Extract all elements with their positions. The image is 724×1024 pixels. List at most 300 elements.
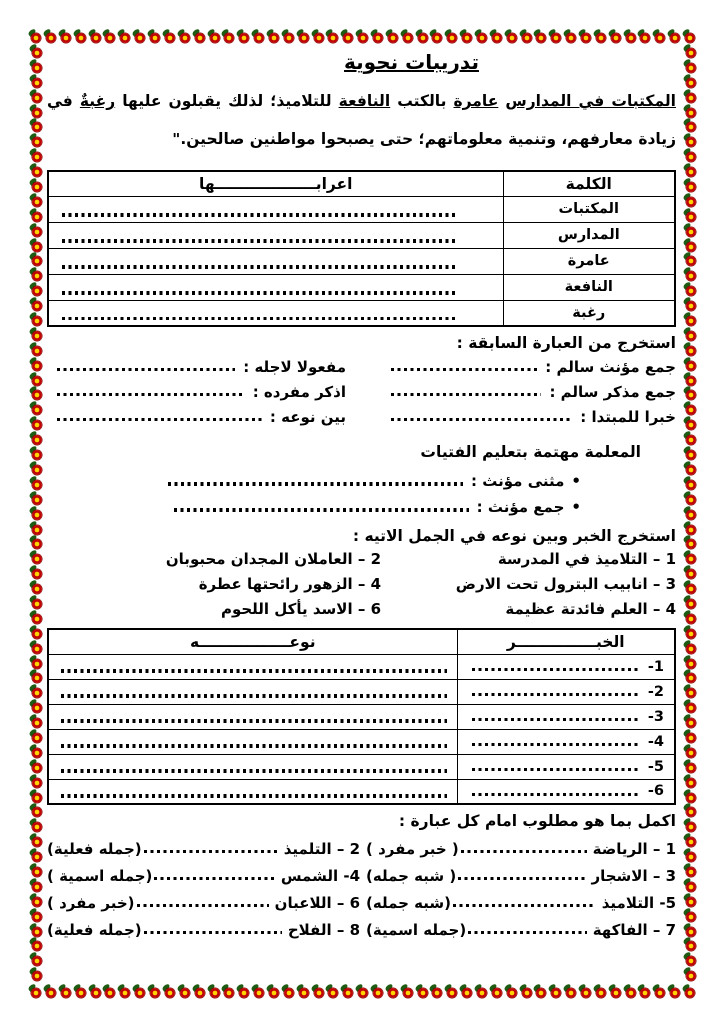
flower-motif-icon [429,985,443,999]
flower-motif-icon [652,985,666,999]
flower-motif-icon [683,507,697,521]
table-row [48,222,675,248]
flower-motif-icon [29,402,43,416]
paragraph-segment: للتلاميذ؛ لذلك يقبلون عليها [122,92,332,110]
table-row [48,274,675,300]
flower-motif-icon [683,239,697,253]
flower-motif-icon [29,551,43,565]
irab-answer-cell [48,196,503,222]
khabar-header-row [48,629,675,654]
flower-motif-icon [504,985,518,999]
flower-motif-icon [29,492,43,506]
flower-motif-icon [251,985,265,999]
dotted-line [61,669,447,673]
flower-motif-icon [683,968,697,982]
row-number: 4- [647,733,664,750]
flower-motif-icon [29,105,43,119]
flower-motif-icon [683,745,697,759]
flower-motif-icon [88,30,102,44]
flower-motif-icon [683,879,697,893]
flower-motif-icon [29,894,43,908]
table-row [48,196,675,222]
flower-motif-icon [504,30,518,44]
flower-motif-icon [73,30,87,44]
flower-motif-icon [683,313,697,327]
irab-answer-cell [48,300,503,326]
flower-motif-icon [29,75,43,89]
table-row [48,248,675,274]
flower-motif-icon [683,551,697,565]
flower-motif-icon [683,522,697,536]
flower-motif-icon [325,30,339,44]
flower-motif-icon [683,715,697,729]
flower-motif-icon [102,30,116,44]
flower-motif-icon [667,985,681,999]
flower-motif-icon [29,804,43,818]
flower-motif-icon [683,730,697,744]
flower-motif-icon [29,328,43,342]
dotted-line [472,743,640,747]
dotted-line [144,931,282,935]
flower-motif-icon [296,30,310,44]
completion-answer: (جمله اسمية ) [47,866,153,885]
dotted-line [472,693,640,697]
dotted-line [154,877,274,881]
flower-motif-icon [623,30,637,44]
flower-motif-icon [281,30,295,44]
flower-motif-icon [296,985,310,999]
list-item [47,468,581,494]
extract-label: جمع مؤنث سالم : [545,357,676,376]
row-number: 2- [647,683,664,700]
flower-motif-icon [29,700,43,714]
flower-motif-icon [266,985,280,999]
dotted-line [144,850,278,854]
flower-motif-icon [29,522,43,536]
list-item [366,835,676,862]
khabar-answer-cell [457,779,675,804]
completion-answer: (شبه جمله) [366,893,451,912]
flower-motif-icon [29,760,43,774]
worksheet [47,50,676,943]
flower-motif-icon [29,298,43,312]
word-cell: رغبة [503,300,675,326]
flower-motif-icon [29,179,43,193]
flower-motif-icon [43,30,57,44]
flower-motif-icon [608,30,622,44]
flower-motif-icon [29,253,43,267]
flower-motif-icon [400,985,414,999]
flower-border-left [28,45,43,983]
flower-motif-icon [474,985,488,999]
flower-motif-icon [58,985,72,999]
completion-label: 4- الشمس [280,866,360,885]
flower-motif-icon [474,30,488,44]
completion-label: 8 – الفلاح [287,920,360,939]
flower-motif-icon [29,938,43,952]
flower-motif-icon [489,985,503,999]
irab-header-irab: اعرابـــــــــــــــــــها [48,171,503,196]
flower-motif-icon [385,985,399,999]
flower-motif-icon [29,834,43,848]
khabar-answer-cell [457,729,675,754]
dotted-line [458,877,585,881]
flower-motif-icon [28,985,42,999]
extract-label: بين نوعه : [269,407,346,426]
type-answer-cell [48,779,457,804]
flower-motif-icon [533,985,547,999]
flower-motif-icon [281,985,295,999]
flower-motif-icon [548,30,562,44]
flower-motif-icon [519,30,533,44]
flower-motif-icon [236,30,250,44]
dotted-line [137,904,269,908]
flower-motif-icon [683,566,697,580]
flower-motif-icon [29,775,43,789]
word-cell: المدارس [503,222,675,248]
flower-motif-icon [683,477,697,491]
flower-motif-icon [29,685,43,699]
dotted-line [472,668,640,672]
flower-motif-icon [683,268,697,282]
flower-motif-icon [29,45,43,59]
flower-motif-icon [29,239,43,253]
flower-motif-icon [29,313,43,327]
type-answer-cell [48,679,457,704]
flower-motif-icon [683,804,697,818]
completion-answer: ( شبه جمله) [366,866,457,885]
khabar-table [47,628,676,805]
flower-motif-icon [563,30,577,44]
flower-motif-icon [221,985,235,999]
flower-motif-icon [88,985,102,999]
extract-heading: استخرج من العبارة السابقة : [456,334,676,352]
flower-motif-icon [162,985,176,999]
list-item: 1 – التلاميذ في المدرسة [497,550,676,568]
flower-motif-icon [578,30,592,44]
dotted-line [391,368,537,372]
table-row [48,729,675,754]
dotted-line [61,694,447,698]
flower-motif-icon [177,30,191,44]
flower-motif-icon [683,105,697,119]
flower-motif-icon [683,119,697,133]
paragraph-segment: بالكتب [397,92,447,110]
list-item [47,916,360,943]
dotted-line [391,393,541,397]
word-cell: عامرة [503,248,675,274]
dotted-line [62,291,458,295]
page-title: تدريبات نحوية [344,50,479,74]
row-number: 1- [647,658,664,675]
flower-motif-icon [683,134,697,148]
flower-motif-icon [683,75,697,89]
khabar-header-type: نوعـــــــــــــــــه [48,629,457,654]
completion-label: 1 – الرياضة [592,839,676,858]
irab-header-word: الكلمة [503,171,675,196]
flower-motif-icon [29,432,43,446]
flower-motif-icon [563,985,577,999]
paragraph-segment: النافعة [338,92,391,110]
list-item [47,354,346,379]
paragraph-segment: عامرة [453,92,499,110]
list-item [366,889,676,916]
flower-motif-icon [683,447,697,461]
khabar-answer-cell [457,704,675,729]
dotted-line [62,239,458,243]
flower-motif-icon [608,985,622,999]
flower-motif-icon [683,700,697,714]
row-number: 6- [647,783,664,800]
flower-motif-icon [311,30,325,44]
flower-motif-icon [29,373,43,387]
flower-motif-icon [683,596,697,610]
flower-motif-icon [192,985,206,999]
flower-motif-icon [683,849,697,863]
flower-motif-icon [29,477,43,491]
flower-motif-icon [652,30,666,44]
type-answer-cell [48,704,457,729]
flower-motif-icon [29,849,43,863]
flower-motif-icon [370,985,384,999]
list-item [47,889,360,916]
complete-left-column [47,835,366,943]
flower-motif-icon [683,864,697,878]
extract-right-column [381,354,676,429]
khabar-header-khabar: الخبـــــــــــــــر [457,629,675,654]
flower-motif-icon [340,30,354,44]
completion-answer: (جمله فعلية) [47,920,142,939]
completion-label: 2 – التلميذ [283,839,360,858]
flower-motif-icon [459,985,473,999]
dotted-line [472,793,640,797]
flower-motif-icon [637,30,651,44]
flower-motif-icon [683,373,697,387]
word-cell: النافعة [503,274,675,300]
dotted-line [61,794,447,798]
flower-motif-icon [29,730,43,744]
flower-motif-icon [117,30,131,44]
flower-motif-icon [29,447,43,461]
table-row [48,300,675,326]
table-row [48,754,675,779]
dotted-line [168,482,463,486]
flower-border-bottom [28,985,696,1000]
dotted-line [472,718,640,722]
flower-motif-icon [593,985,607,999]
word-cell: المكتبات [503,196,675,222]
flower-motif-icon [147,30,161,44]
flower-motif-icon [325,985,339,999]
example-sentence: المعلمة مهتمة بتعليم الفتيات [420,443,641,461]
paragraph-segment: في زيادة معارفهم، وتنمية معلوماتهم؛ حتى يصبحوا مواطنين صالحين." [47,92,676,148]
type-answer-cell [48,729,457,754]
flower-motif-icon [682,985,696,999]
khabar-answer-cell [457,654,675,679]
khabar-answer-cell [457,754,675,779]
khabar-heading: استخرج الخبر وبين نوعه في الجمل الاتيه : [352,527,676,545]
extract-label: خبرا للمبتدا : [580,407,676,426]
flower-motif-icon [29,924,43,938]
dotted-line [62,265,458,269]
flower-motif-icon [683,685,697,699]
flower-motif-icon [29,462,43,476]
flower-motif-icon [29,387,43,401]
dotted-line [472,768,640,772]
table-row [48,779,675,804]
flower-motif-icon [623,985,637,999]
table-row [48,704,675,729]
flower-motif-icon [683,253,697,267]
flower-motif-icon [444,985,458,999]
flower-motif-icon [29,953,43,967]
flower-motif-icon [683,641,697,655]
completion-label: 7 – الفاكهة [592,920,676,939]
flower-motif-icon [132,30,146,44]
bullet-label: جمع مؤنث : [476,498,565,516]
flower-motif-icon [683,894,697,908]
flower-motif-icon [683,953,697,967]
paragraph-segment: رغبةٌ [79,92,116,110]
flower-motif-icon [29,60,43,74]
khabar-right-column [381,547,676,622]
paragraph-segment: المكتبات في المدارس [505,92,676,110]
bullet-list [47,468,581,520]
flower-motif-icon [29,149,43,163]
intro-paragraph [47,82,676,158]
flower-motif-icon [29,194,43,208]
flower-motif-icon [29,819,43,833]
irab-header-row [48,171,675,196]
flower-motif-icon [683,938,697,952]
flower-motif-icon [355,985,369,999]
row-number: 5- [647,758,664,775]
flower-motif-icon [385,30,399,44]
flower-motif-icon [29,536,43,550]
flower-motif-icon [683,402,697,416]
flower-motif-icon [429,30,443,44]
flower-motif-icon [311,985,325,999]
list-item [381,379,676,404]
flower-motif-icon [683,760,697,774]
flower-motif-icon [147,985,161,999]
flower-motif-icon [117,985,131,999]
list-item: 6 – الاسد يأكل اللحوم [220,600,381,618]
flower-motif-icon [29,670,43,684]
flower-motif-icon [29,596,43,610]
list-item [47,862,360,889]
flower-motif-icon [29,90,43,104]
list-item: 2 – العاملان المجدان محبوبان [165,550,381,568]
flower-motif-icon [355,30,369,44]
flower-motif-icon [29,209,43,223]
flower-motif-icon [459,30,473,44]
flower-motif-icon [340,985,354,999]
flower-motif-icon [29,343,43,357]
flower-motif-icon [29,745,43,759]
completion-answer: ( خبر مفرد ) [366,839,459,858]
dotted-line [57,368,235,372]
table-row [48,679,675,704]
dotted-line [62,213,458,217]
khabar-sentences-grid [47,547,676,622]
flower-motif-icon [683,909,697,923]
extract-label: جمع مذكر سالم : [549,382,676,401]
flower-motif-icon [29,715,43,729]
flower-motif-icon [29,909,43,923]
flower-motif-icon [29,268,43,282]
flower-motif-icon [73,985,87,999]
flower-motif-icon [370,30,384,44]
flower-motif-icon [236,985,250,999]
flower-motif-icon [548,985,562,999]
flower-motif-icon [29,611,43,625]
bullet-icon: • [571,498,581,516]
list-item: 3 – انابيب البترول تحت الارض [455,575,676,593]
list-item: 4 – الزهور رائحتها عطرة [198,575,381,593]
list-item [47,404,346,429]
flower-motif-icon [177,985,191,999]
flower-border-right [682,45,697,983]
flower-motif-icon [29,641,43,655]
flower-motif-icon [43,985,57,999]
flower-motif-icon [683,209,697,223]
dotted-line [453,904,596,908]
flower-motif-icon [266,30,280,44]
list-item: 4 – العلم فائدتة عظيمة [505,600,676,618]
flower-motif-icon [683,298,697,312]
flower-motif-icon [667,30,681,44]
irab-answer-cell [48,222,503,248]
flower-motif-icon [683,790,697,804]
list-item [47,494,581,520]
list-item [381,404,676,429]
flower-motif-icon [683,328,697,342]
flower-motif-icon [251,30,265,44]
list-item [366,916,676,943]
dotted-line [61,719,447,723]
flower-motif-icon [683,194,697,208]
flower-motif-icon [683,149,697,163]
completion-label: 6 – اللاعبان [274,893,360,912]
type-answer-cell [48,654,457,679]
flower-motif-icon [221,30,235,44]
completion-answer: (جمله فعلية) [47,839,142,858]
irab-table [47,170,676,327]
flower-motif-icon [683,775,697,789]
flower-motif-icon [415,30,429,44]
extract-grid [47,354,676,429]
extract-left-column [47,354,381,429]
irab-answer-cell [48,274,503,300]
flower-motif-icon [683,656,697,670]
flower-motif-icon [192,30,206,44]
list-item [366,862,676,889]
flower-motif-icon [28,30,42,44]
dotted-line [174,508,469,512]
flower-motif-icon [683,224,697,238]
flower-motif-icon [578,985,592,999]
flower-motif-icon [683,432,697,446]
flower-motif-icon [102,985,116,999]
flower-motif-icon [637,985,651,999]
flower-motif-icon [683,581,697,595]
flower-motif-icon [29,134,43,148]
row-number: 3- [647,708,664,725]
flower-motif-icon [683,387,697,401]
flower-motif-icon [533,30,547,44]
flower-motif-icon [415,985,429,999]
